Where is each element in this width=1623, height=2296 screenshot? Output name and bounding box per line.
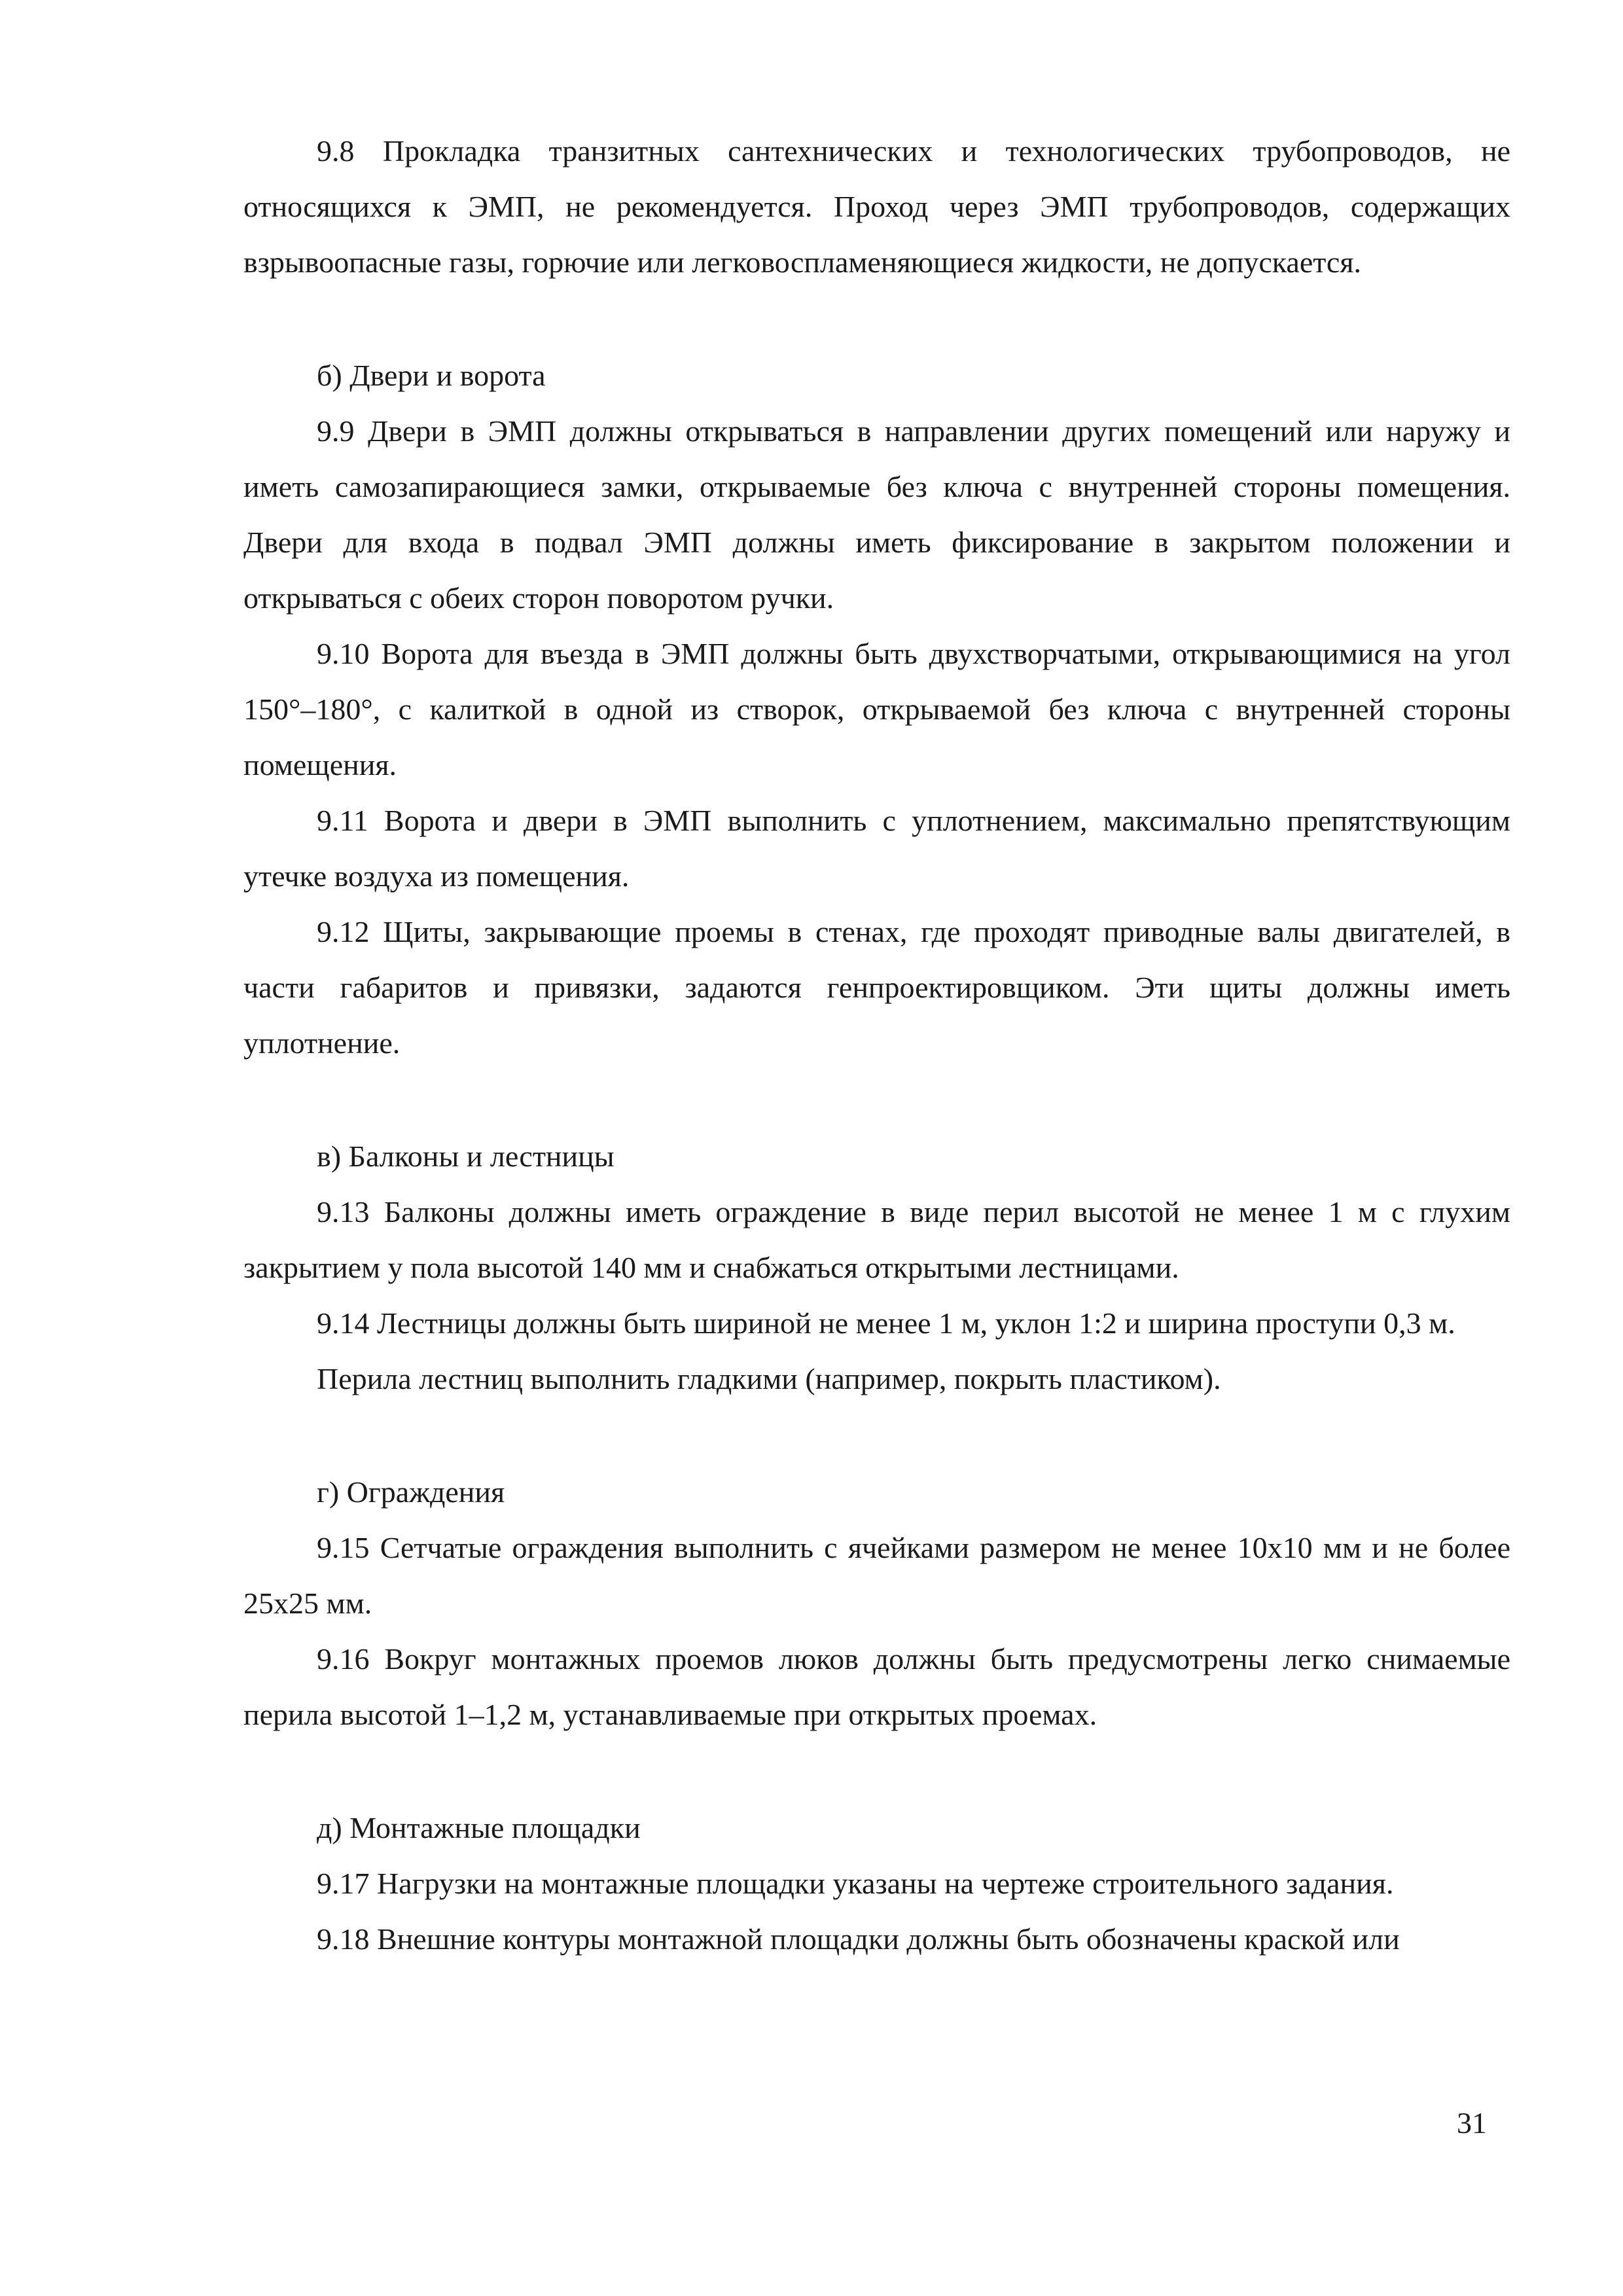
paragraph-9-11: 9.11 Ворота и двери в ЭМП выполнить с уплотнением, максимально препятствующим утечке воздуха из помещения.: [243, 804, 1510, 893]
paragraph-9-14: 9.14 Лестницы должны быть шириной не менее 1 м, уклон 1:2 и ширина проступи 0,3 м.: [317, 1306, 1455, 1340]
page-number: 31: [1457, 2106, 1487, 2140]
section-heading-doors: б) Двери и ворота: [317, 359, 546, 392]
paragraph-9-16: 9.16 Вокруг монтажных проемов люков должны быть предусмотрены легко снимаемые перила высотой 1–1,2 м, устанавливаемые при открытых проемах.: [243, 1642, 1510, 1731]
section-heading-balconies: в) Балконы и лестницы: [317, 1139, 615, 1173]
body-text: [243, 123, 1510, 1967]
paragraph-9-14-railings: Перила лестниц выполнить гладкими (например, покрыть пластиком).: [317, 1362, 1221, 1395]
paragraph-9-9: 9.9 Двери в ЭМП должны открываться в направлении других помещений или наружу и иметь самозапирающиеся замки, открываемые без ключа с внутренней стороны помещения. Двери для входа в подвал ЭМП должны иметь фиксирование в закрытом положении и открываться с обеих сторон поворотом ручки.: [243, 414, 1510, 615]
paragraph-9-12: 9.12 Щиты, закрывающие проемы в стенах, где проходят приводные валы двигателей, в части габаритов и привязки, задаются генпроектировщиком. Эти щиты должны иметь уплотнение.: [243, 915, 1510, 1060]
section-heading-platforms: д) Монтажные площадки: [317, 1811, 641, 1844]
section-heading-fences: г) Ограждения: [317, 1475, 505, 1509]
paragraph-9-18: 9.18 Внешние контуры монтажной площадки должны быть обозначены краской или: [317, 1922, 1400, 1956]
paragraph-9-10: 9.10 Ворота для въезда в ЭМП должны быть двухстворчатыми, открывающимися на угол 150°–180°, с калиткой в одной из створок, открываемой без ключа с внутренней стороны помещения.: [243, 637, 1510, 781]
paragraph-9-13: 9.13 Балконы должны иметь ограждение в виде перил высотой не менее 1 м с глухим закрытием у пола высотой 140 мм и снабжаться открытыми лестницами.: [243, 1195, 1510, 1284]
paragraph-9-17: 9.17 Нагрузки на монтажные площадки указаны на чертеже строительного задания.: [317, 1867, 1394, 1900]
paragraph-9-15: 9.15 Сетчатые ограждения выполнить с ячейками размером не менее 10х10 мм и не более 25х25 мм.: [243, 1531, 1510, 1620]
paragraph-9-8: 9.8 Прокладка транзитных сантехнических и технологических трубопроводов, не относящихся к ЭМП, не рекомендуется. Проход через ЭМП трубопроводов, содержащих взрывоопасные газы, горючие или легковоспламеняющиеся жидкости, не допускается.: [243, 134, 1510, 279]
